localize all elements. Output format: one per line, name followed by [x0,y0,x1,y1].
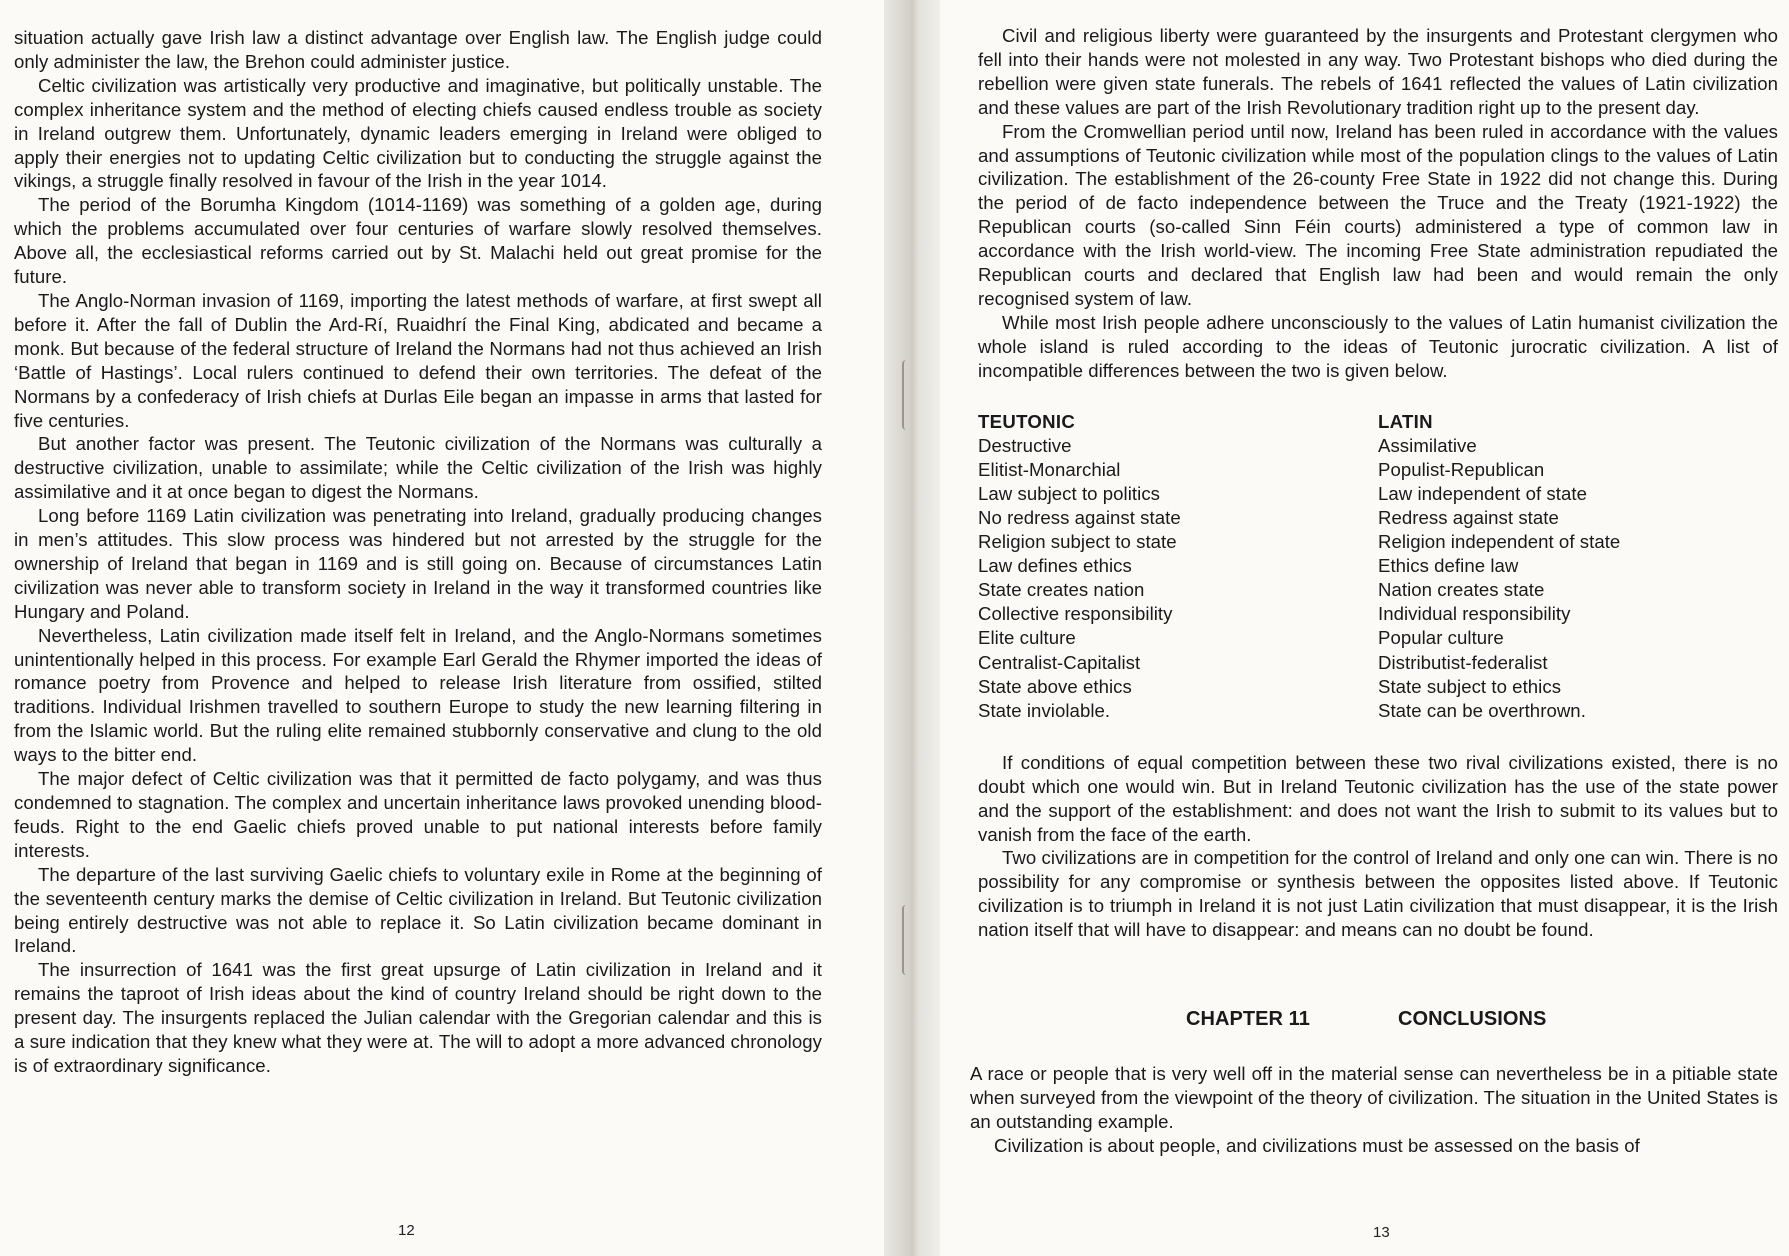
post-table-text [978,751,1778,942]
paragraph: Two civilizations are in competition for the control of Ireland and only one can win. There is no possibility for any compromise or synthesis between the opposites listed above. If Teutonic civilization is to triumph in Ireland it is not just Latin civilization that must disappear, it is the Irish nation itself that will have to disappear: and means can no doubt be found. [978,847,1778,941]
left-page-body [14,26,822,1078]
teutonic-item: Destructive [978,434,1072,456]
left-page [0,0,884,1256]
latin-item: Nation creates state [1378,579,1545,601]
staple [902,905,912,975]
teutonic-header: TEUTONIC [978,410,1076,432]
teutonic-column [978,410,1378,723]
paragraph: A race or people that is very well off in the material sense can nevertheless be in a pitiable state when surveyed from the viewpoint of the theory of civilization. The situation in the United States is an outstanding example. [970,1062,1778,1132]
paragraph: Civil and religious liberty were guaranteed by the insurgents and Protestant clergymen who fell into their hands were not molested in any way. Two Protestant bishops who died during the rebellion were given state funerals. The rebels of 1641 reflected the values of Latin civilization and these values are part of the Irish Revolutionary tradition right up to the present day. [978,25,1778,118]
page-number: 13 [1373,1224,1390,1241]
chapter-number: CHAPTER 11 [1186,1008,1310,1031]
paragraph: From the Cromwellian period until now, Ireland has been ruled in accordance with the values and assumptions of Teutonic civilization while most of the population clings to the values of Latin civilization. The establishment of the 26-county Free State in 1922 did not change this. During the period of de facto independence between the Truce and the Treaty (1921-1922) the Republican courts (so-called Sinn Féin courts) administered a type of common law in accordance with the Irish world-view. The incoming Free State administration repudiated the Republican courts and declared that English law had been and would remain the only recognised system of law. [978,120,1778,309]
latin-item: Individual responsibility [1378,603,1571,625]
latin-item: State subject to ethics [1378,675,1562,697]
paragraph: The Anglo-Norman invasion of 1169, importing the latest methods of warfare, at first swept all before it. After the fall of Dublin the Ard-Rí, Ruaidhrí the Final King, abdicated and became a monk. But because of the federal structure of Ireland the Normans had not thus achieved an Irish ‘Battle of Hastings’. Local rulers continued to defend their own territories. The defeat of the Normans by a confederacy of Irish chiefs at Durlas Eile began an impasse in arms that lasted for five centuries. [14,289,822,431]
teutonic-item: Law subject to politics [978,482,1161,504]
chapter-body [970,1062,1778,1158]
paragraph: Civilization is about people, and civilizations must be assessed on the basis of [994,1134,1640,1156]
latin-item: Ethics define law [1378,555,1519,577]
teutonic-item: No redress against state [978,506,1181,528]
chapter-title: CONCLUSIONS [1398,1008,1547,1031]
chapter-heading [978,1008,1778,1032]
latin-item: Distributist-federalist [1378,651,1548,673]
latin-item: Redress against state [1378,506,1559,528]
latin-column [1378,410,1778,723]
teutonic-item: Religion subject to state [978,531,1177,553]
paragraph: The departure of the last surviving Gaelic chiefs to voluntary exile in Rome at the beginning of the seventeenth century marks the demise of Celtic civilization in Ireland. But Teutonic civilization being entirely destructive was not able to replace it. So Latin civilization became dominant in Ireland. [14,863,822,957]
book-gutter [884,0,940,1256]
latin-item: Law independent of state [1378,482,1587,504]
right-page-body [970,24,1778,1158]
teutonic-item: State creates nation [978,579,1145,601]
teutonic-item: Elite culture [978,627,1076,649]
paragraph: situation actually gave Irish law a distinct advantage over English law. The English judge could only administer the law, the Brehon could administer justice. [14,27,822,72]
latin-item: Popular culture [1378,627,1504,649]
latin-item: Religion independent of state [1378,531,1621,553]
paragraph: Nevertheless, Latin civilization made itself felt in Ireland, and the Anglo-Normans sometimes unintentionally helped in this process. For example Earl Gerald the Rhymer imported the ideas of romance poetry from Provence and helped to release Irish literature from ossified, stilted traditions. Individual Irishmen travelled to southern Europe to study the new learning filtering in from the Islamic world. But the ruling elite remained stubbornly conservative and clung to the old ways to the bitter end. [14,624,822,766]
latin-item: State can be overthrown. [1378,699,1586,721]
latin-header: LATIN [1378,410,1433,432]
paragraph: Celtic civilization was artistically very productive and imaginative, but politically unstable. The complex inheritance system and the method of electing chiefs caused endless trouble as society in Ireland outgrew them. Unfortunately, dynamic leaders emerging in Ireland were obliged to apply their energies not to updating Celtic civilization but to conducting the struggle against the vikings, a struggle finally resolved in favour of the Irish in the year 1014. [14,74,822,192]
paragraph: If conditions of equal competition between these two rival civilizations existed, there is no doubt which one would win. But in Ireland Teutonic civilization has the use of the state power and the support of the establishment: and does not want the Irish to submit to its values but to vanish from the face of the earth. [978,751,1778,845]
latin-item: Assimilative [1378,434,1477,456]
page-number: 12 [398,1222,415,1239]
paragraph: The period of the Borumha Kingdom (1014-1169) was something of a golden age, during which the problems accumulated over four centuries of warfare slowly resolved themselves. Above all, the ecclesiastical reforms carried out by St. Malachi held out great promise for the future. [14,194,822,288]
paragraph: The insurrection of 1641 was the first great upsurge of Latin civilization in Ireland and it remains the taproot of Irish ideas about the kind of country Ireland should be right down to the present day. The insurgents replaced the Julian calendar with the Gregorian calendar and this is a sure indication that they knew what they were at. The will to adopt a more advanced chronology is of extraordinary significance. [14,959,822,1076]
comparison-table [978,410,1778,723]
latin-item: Populist-Republican [1378,458,1545,480]
paragraph: Long before 1169 Latin civilization was penetrating into Ireland, gradually producing changes in men’s attitudes. This slow process was hindered but not arrested by the struggle for the ownership of Ireland that began in 1169 and is still going on. Because of circumstances Latin civilization was never able to transform society in Ireland in the way it transformed countries like Hungary and Poland. [14,505,822,622]
teutonic-item: State inviolable. [978,699,1111,721]
paragraph: But another factor was present. The Teutonic civilization of the Normans was culturally a destructive civilization, unable to assimilate; while the Celtic civilization of the Irish was highly assimilative and it at once began to digest the Normans. [14,433,822,503]
right-page [940,0,1789,1256]
staple [902,360,912,430]
paragraph: While most Irish people adhere unconsciously to the values of Latin humanist civilization the whole island is ruled according to the ideas of Teutonic jurocratic civilization. A list of incompatible differences between the two is given below. [978,311,1778,381]
teutonic-item: Elitist-Monarchial [978,458,1121,480]
teutonic-item: Centralist-Capitalist [978,651,1141,673]
teutonic-item: Collective responsibility [978,603,1173,625]
paragraph: The major defect of Celtic civilization was that it permitted de facto polygamy, and was thus condemned to stagnation. The complex and uncertain inheritance laws provoked unending blood-feuds. Right to the end Gaelic chiefs proved unable to put national interests before family interests. [14,768,822,861]
teutonic-item: Law defines ethics [978,555,1132,577]
teutonic-item: State above ethics [978,675,1132,697]
